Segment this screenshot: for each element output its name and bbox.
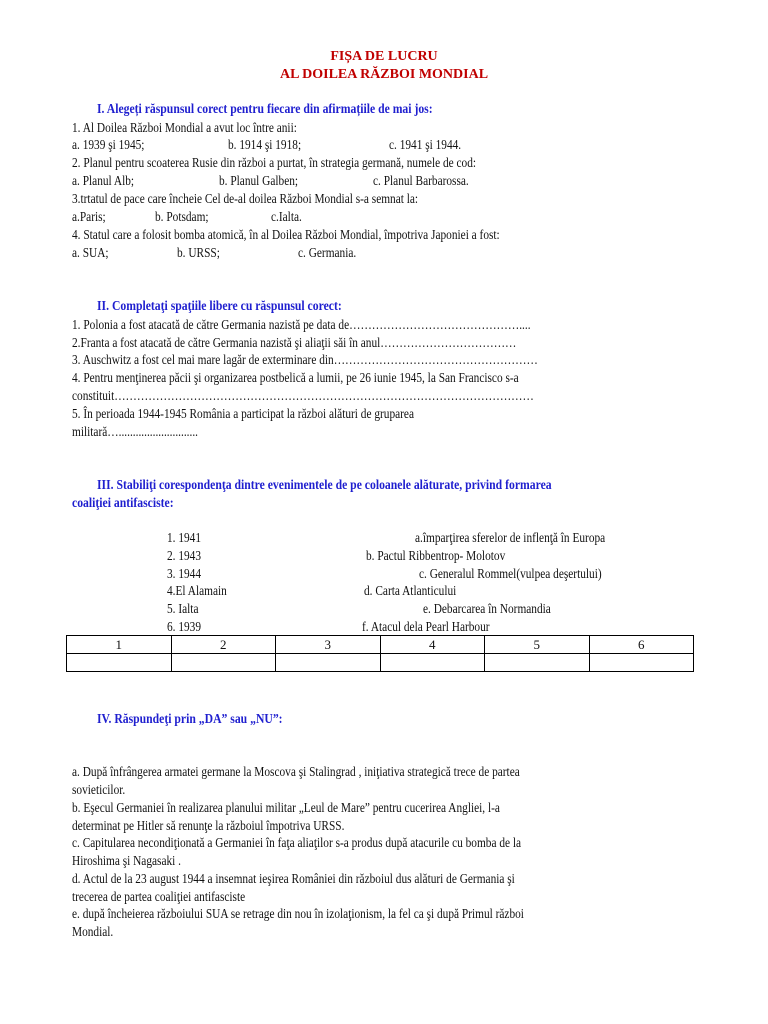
section-3-title-line-2: coaliţiei antifasciste: [72,495,174,510]
section-3-title-line-1: III. Stabiliţi corespondenţa dintre evenimentele de pe coloanele alăturate, privind formarea [97,477,552,492]
answer-cell[interactable] [380,654,485,672]
fill-blank-2: 2.Franta a fost atacată de către Germania nazistă şi aliaţii săi în anul……………………………… [72,335,517,350]
answer-table-header-row [67,636,694,654]
right-column-item: f. Atacul dela Pearl Harbour [362,619,490,634]
question-2: 2. Planul pentru scoaterea Rusie din război a purtat, în strategia germană, numele de cod: [72,155,477,170]
statement-d-line-1: d. Actul de la 23 august 1944 a insemnat ieşirea României din războiul dus alături de Germania şi [72,871,515,886]
statement-b-line-2: determinat pe Hitler să renunţe la războiul împotriva URSS. [72,818,345,833]
question-2-option-c: c. Planul Barbarossa. [373,173,469,188]
right-column-item: d. Carta Atlanticului [364,583,457,598]
question-3-option-b: b. Potsdam; [155,209,209,224]
fill-blank-4-line-2: constituit………………………………………………………………………………………………… [72,388,534,403]
right-column-item: b. Pactul Ribbentrop- Molotov [366,548,506,563]
fill-blank-5-line-1: 5. În perioada 1944-1945 România a participat la război alături de gruparea [72,406,414,421]
statement-a-line-2: sovieticilor. [72,782,126,797]
question-3: 3.trtatul de pace care încheie Cel de-al doilea Război Mondial s-a semnat la: [72,191,419,206]
left-column-item: 5. Ialta [167,601,199,616]
question-2-option-a: a. Planul Alb; [72,173,135,188]
left-column-item: 1. 1941 [167,530,202,545]
fill-blank-1: 1. Polonia a fost atacată de către Germania nazistă pe data de……………………………………….... [72,317,531,332]
question-4-option-c: c. Germania. [298,245,357,260]
fill-blank-5-line-2: militară…............................ [72,424,199,439]
question-4-option-a: a. SUA; [72,245,109,260]
question-2-option-b: b. Planul Galben; [219,173,299,188]
answer-table-header-cell: 3 [276,636,381,654]
answer-table-blank-row [67,654,694,672]
answer-cell[interactable] [171,654,276,672]
answer-cell[interactable] [276,654,381,672]
worksheet-subtitle: AL DOILEA RĂZBOI MONDIAL [279,67,489,82]
question-1: 1. Al Doilea Război Mondial a avut loc între anii: [72,120,297,135]
statement-c-line-1: c. Capitularea necondiţionată a Germaniei în faţa aliaţilor s-a produs după atacurile cu bomba de la [72,835,522,850]
statement-b-line-1: b. Eşecul Germaniei în realizarea planului militar „Leul de Mare” pentru cucerirea Angliei, l-a [72,800,500,815]
left-column-item: 3. 1944 [167,566,202,581]
worksheet-title: FIȘA DE LUCRU [330,49,438,64]
answer-table-header-cell: 2 [171,636,276,654]
left-column-item: 4.El Alamain [167,583,227,598]
answer-table [66,635,694,672]
answer-table-header-cell: 5 [485,636,590,654]
fill-blank-3: 3. Auschwitz a fost cel mai mare lagăr de exterminare din……………………………………………… [72,352,538,367]
section-4-title: IV. Răspundeţi prin „DA” sau „NU”: [97,711,283,726]
question-3-option-c: c.Ialta. [271,209,302,224]
answer-cell[interactable] [589,654,694,672]
question-1-option-c: c. 1941 şi 1944. [389,137,462,152]
answer-table-header-cell: 6 [589,636,694,654]
question-4-option-b: b. URSS; [177,245,220,260]
right-column-item: a.împarţirea sferelor de inflenţă în Europa [415,530,606,545]
statement-d-line-2: trecerea de partea coaliţiei antifasciste [72,889,246,904]
question-1-option-a: a. 1939 şi 1945; [72,137,145,152]
left-column-item: 6. 1939 [167,619,202,634]
question-3-option-a: a.Paris; [72,209,106,224]
question-4: 4. Statul care a folosit bomba atomică, în al Doilea Război Mondial, împotriva Japoniei a fost: [72,227,500,242]
answer-cell[interactable] [67,654,172,672]
section-2-title: II. Completaţi spaţiile libere cu răspunsul corect: [97,298,342,313]
statement-a-line-1: a. După înfrângerea armatei germane la Moscova şi Stalingrad , iniţiativa strategică trece de partea [72,764,520,779]
answer-table-header-cell: 1 [67,636,172,654]
statement-c-line-2: Hiroshima şi Nagasaki . [72,853,181,868]
left-column-item: 2. 1943 [167,548,202,563]
right-column-item: c. Generalul Rommel(vulpea deşertului) [419,566,602,581]
fill-blank-4-line-1: 4. Pentru menţinerea păcii şi organizarea postbelică a lumii, pe 26 iunie 1945, la San Francisco s-a [72,370,519,385]
answer-table-header-cell: 4 [380,636,485,654]
statement-e-line-1: e. după încheierea războiului SUA se retrage din nou în izolaţionism, la fel ca şi după Primul război [72,906,524,921]
section-1-title: I. Alegeți răspunsul corect pentru fiecare din afirmațiile de mai jos: [97,101,433,116]
statement-e-line-2: Mondial. [72,924,114,939]
question-1-option-b: b. 1914 şi 1918; [228,137,302,152]
answer-cell[interactable] [485,654,590,672]
right-column-item: e. Debarcarea în Normandia [423,601,551,616]
